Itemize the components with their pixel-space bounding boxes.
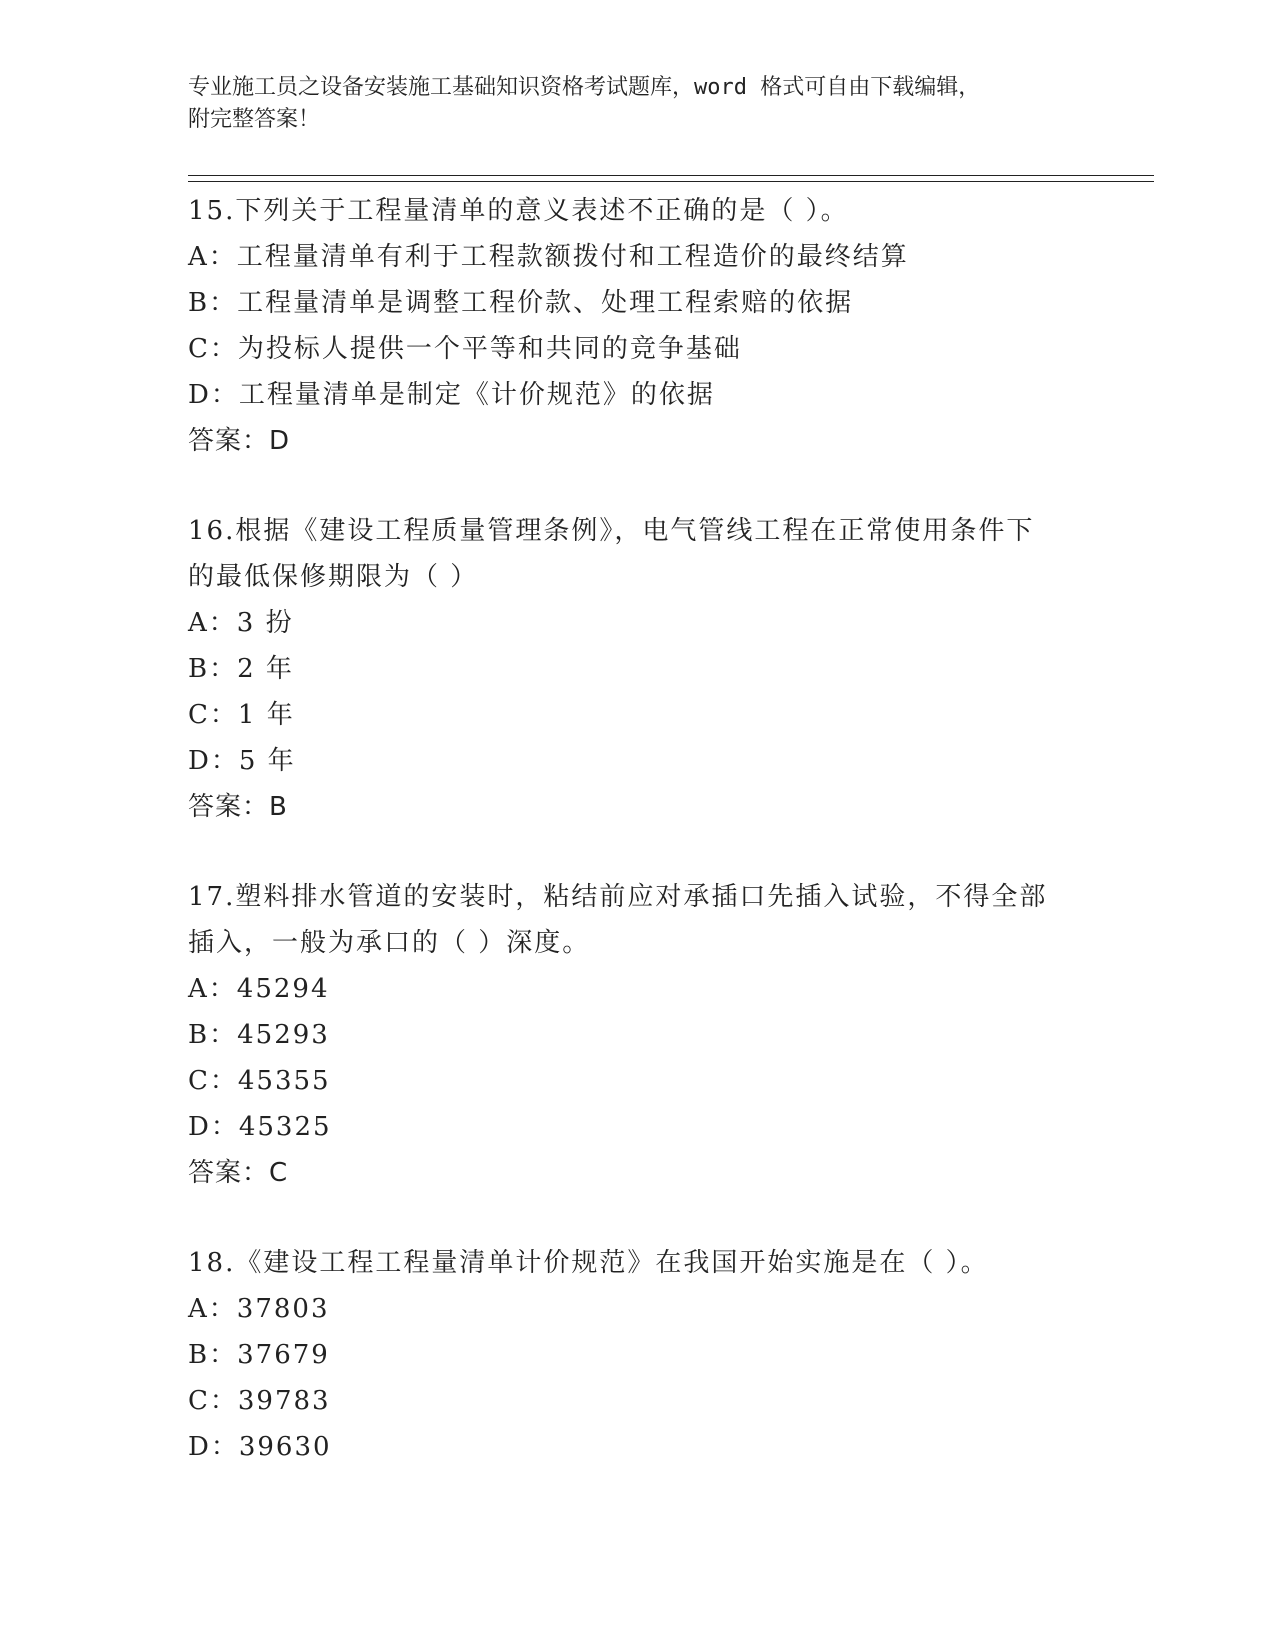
option-b: B：45293 — [188, 1020, 330, 1050]
question-stem: 15.下列关于工程量清单的意义表述不正确的是（ ）。 — [188, 196, 849, 226]
option-b: B：37679 — [188, 1340, 330, 1370]
question-stem: 16.根据《建设工程质量管理条例》，电气管线工程在正常使用条件下 — [188, 516, 1035, 546]
option-d: D：45325 — [188, 1112, 332, 1142]
answer-label: 答案：B — [188, 792, 288, 822]
question-spacer — [188, 830, 1088, 874]
answer-label: 答案：C — [188, 1158, 289, 1188]
question-spacer — [188, 464, 1088, 508]
question-stem-continued: 插入，一般为承口的（ ）深度。 — [188, 928, 591, 958]
option-b: B：工程量清单是调整工程价款、处理工程索赔的依据 — [188, 288, 854, 318]
option-c: C：为投标人提供一个平等和共同的竞争基础 — [188, 334, 742, 364]
option-d: D：5 年 — [188, 746, 296, 776]
option-b: B：2 年 — [188, 654, 294, 684]
option-c: C：45355 — [188, 1066, 331, 1096]
question-stem: 18.《建设工程工程量清单计价规范》在我国开始实施是在（ ）。 — [188, 1248, 989, 1278]
option-a: A：3 扮 — [188, 608, 294, 638]
question-list — [188, 188, 1088, 1470]
header-line-1: 专业施工员之设备安装施工基础知识资格考试题库，word 格式可自由下载编辑， — [188, 75, 981, 100]
header-divider-bottom — [188, 181, 1154, 182]
option-a: A：37803 — [188, 1294, 330, 1324]
question-18 — [188, 1240, 1088, 1470]
question-stem: 17.塑料排水管道的安装时，粘结前应对承插口先插入试验，不得全部 — [188, 882, 1048, 912]
question-16 — [188, 508, 1088, 830]
header-line-2: 附完整答案！ — [188, 107, 321, 132]
question-15 — [188, 188, 1088, 464]
document-header — [188, 72, 1088, 136]
question-stem-continued: 的最低保修期限为（ ） — [188, 562, 479, 592]
option-d: D：工程量清单是制定《计价规范》的依据 — [188, 380, 715, 410]
question-17 — [188, 874, 1088, 1196]
question-spacer — [188, 1196, 1088, 1240]
option-c: C：1 年 — [188, 700, 295, 730]
option-d: D：39630 — [188, 1432, 332, 1462]
header-divider-top — [188, 175, 1154, 176]
option-a: A：45294 — [188, 974, 330, 1004]
option-a: A：工程量清单有利于工程款额拨付和工程造价的最终结算 — [188, 242, 909, 272]
answer-label: 答案：D — [188, 426, 291, 456]
option-c: C：39783 — [188, 1386, 331, 1416]
